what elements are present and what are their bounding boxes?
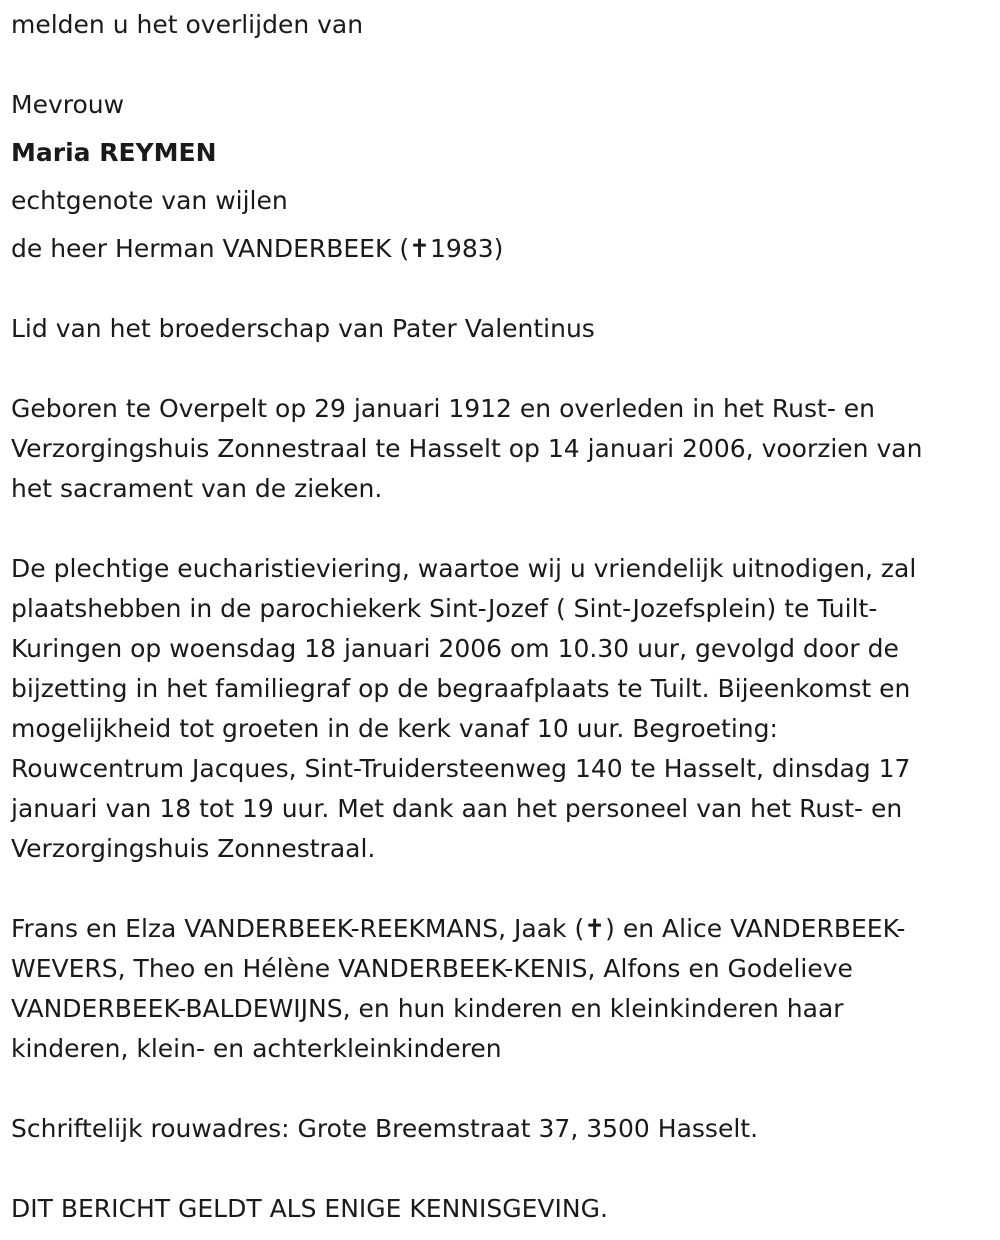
relation-text: echtgenote van wijlen — [11, 186, 288, 215]
address-text: Schriftelijk rouwadres: Grote Breemstraat 37, 3500 Hasselt. — [11, 1114, 759, 1143]
paragraph-line: Verzorgingshuis Zonnestraal te Hasselt op 14 januari 2006, voorzien van — [11, 434, 923, 463]
deceased-name: Maria REYMEN — [11, 138, 217, 167]
paragraph-line: het sacrament van de zieken. — [11, 474, 383, 503]
intro-text: melden u het overlijden van — [11, 10, 364, 39]
paragraph-line: De plechtige eucharistieviering, waartoe wij u vriendelijk uitnodigen, zal — [11, 554, 917, 583]
paragraph-line: VANDERBEEK-BALDEWIJNS, en hun kinderen en kleinkinderen haar — [11, 994, 844, 1023]
paragraph-line: kinderen, klein- en achterkleinkinderen — [11, 1034, 502, 1063]
paragraph-line: Rouwcentrum Jacques, Sint-Truidersteenweg 140 te Hasselt, dinsdag 17 — [11, 754, 911, 783]
paragraph-line: Verzorgingshuis Zonnestraal. — [11, 834, 376, 863]
paragraph-line: mogelijkheid tot groeten in de kerk vanaf 10 uur. Begroeting: — [11, 714, 778, 743]
ceremony-paragraph — [11, 549, 986, 869]
spouse-text: de heer Herman VANDERBEEK (✝1983) — [11, 234, 504, 263]
birth-death-paragraph — [11, 389, 986, 509]
spacer — [11, 869, 986, 909]
death-notice — [11, 5, 986, 1229]
paragraph-line: Kuringen op woensdag 18 januari 2006 om 10.30 uur, gevolgd door de — [11, 634, 899, 663]
spacer — [11, 509, 986, 549]
paragraph-line: bijzetting in het familiegraf op de begraafplaats te Tuilt. Bijeenkomst en — [11, 674, 911, 703]
spacer — [11, 1069, 986, 1109]
paragraph-line: Frans en Elza VANDERBEEK-REEKMANS, Jaak (✝) en Alice VANDERBEEK- — [11, 914, 906, 943]
paragraph-line: januari van 18 tot 19 uur. Met dank aan het personeel van het Rust- en — [11, 794, 903, 823]
paragraph-line: Geboren te Overpelt op 29 januari 1912 en overleden in het Rust- en — [11, 394, 876, 423]
spacer — [11, 45, 986, 85]
title-text: Mevrouw — [11, 90, 125, 119]
spacer — [11, 349, 986, 389]
family-paragraph — [11, 909, 986, 1069]
membership-text: Lid van het broederschap van Pater Valentinus — [11, 314, 595, 343]
closing-text: DIT BERICHT GELDT ALS ENIGE KENNISGEVING. — [11, 1194, 608, 1223]
paragraph-line: WEVERS, Theo en Hélène VANDERBEEK-KENIS, Alfons en Godelieve — [11, 954, 853, 983]
paragraph-line: plaatshebben in de parochiekerk Sint-Jozef ( Sint-Jozefsplein) te Tuilt- — [11, 594, 878, 623]
spacer — [11, 269, 986, 309]
spacer — [11, 1149, 986, 1189]
